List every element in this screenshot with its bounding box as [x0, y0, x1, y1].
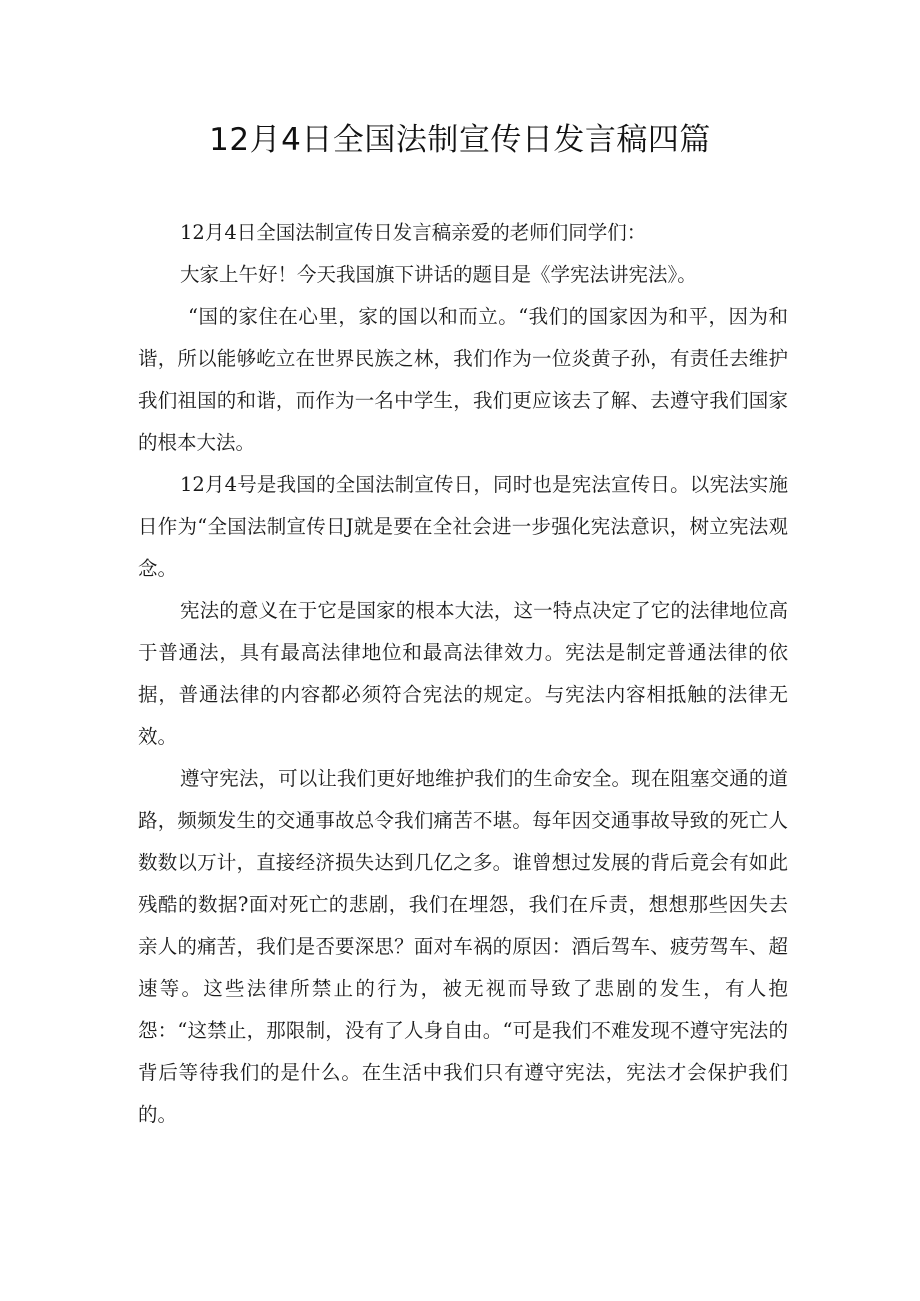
paragraph-opening: 大家上午好！今天我国旗下讲话的题目是《学宪法讲宪法》。 — [180, 263, 697, 286]
paragraph-constitution-meaning: 宪法的意义在于它是国家的根本大法，这一特点决定了它的法律地位高于普通法，具有最高法律地位和最高法律效力。宪法是制定普通法律的依据，普通法律的内容都必须符合宪法的规定。与宪法内容相抵触的法律无效。 — [138, 599, 788, 748]
paragraph-publicity-day: 12月4号是我国的全国法制宣传日，同时也是宪法宣传日。以宪法实施日作为“全国法制宣传日J就是要在全社会进一步强化宪法意识，树立宪法观念。 — [138, 473, 788, 580]
document-body — [138, 212, 788, 1136]
paragraph-quote: “国的家住在心里，家的国以和而立。“我们的国家因为和平，因为和谐，所以能够屹立在世界民族之林，我们作为一位炎黄子孙，有责任去维护我们祖国的和谐，而作为一名中学生，我们更应该去了解、去遵守我们国家的根本大法。 — [138, 305, 788, 454]
document-title: 12月4日全国法制宣传日发言稿四篇 — [209, 122, 711, 158]
paragraph-safety: 遵守宪法，可以让我们更好地维护我们的生命安全。现在阻塞交通的道路，频频发生的交通事故总令我们痛苦不堪。每年因交通事故导致的死亡人数数以万计，直接经济损失达到几亿之多。谁曾想过发展的背后竟会有如此残酷的数据?面对死亡的悲剧，我们在埋怨，我们在斥责，想想那些因失去亲人的痛苦，我们是否要深思？面对车祸的原因：酒后驾车、疲劳驾车、超速等。这些法律所禁止的行为，被无视而导致了悲剧的发生，有人抱怨：“这禁止，那限制，没有了人身自由。“可是我们不难发现不遵守宪法的背后等待我们的是什么。在生活中我们只有遵守宪法，宪法才会保护我们的。 — [138, 767, 788, 1126]
paragraph-greeting: 12月4日全国法制宣传日发言稿亲爱的老师们同学们： — [180, 221, 647, 244]
